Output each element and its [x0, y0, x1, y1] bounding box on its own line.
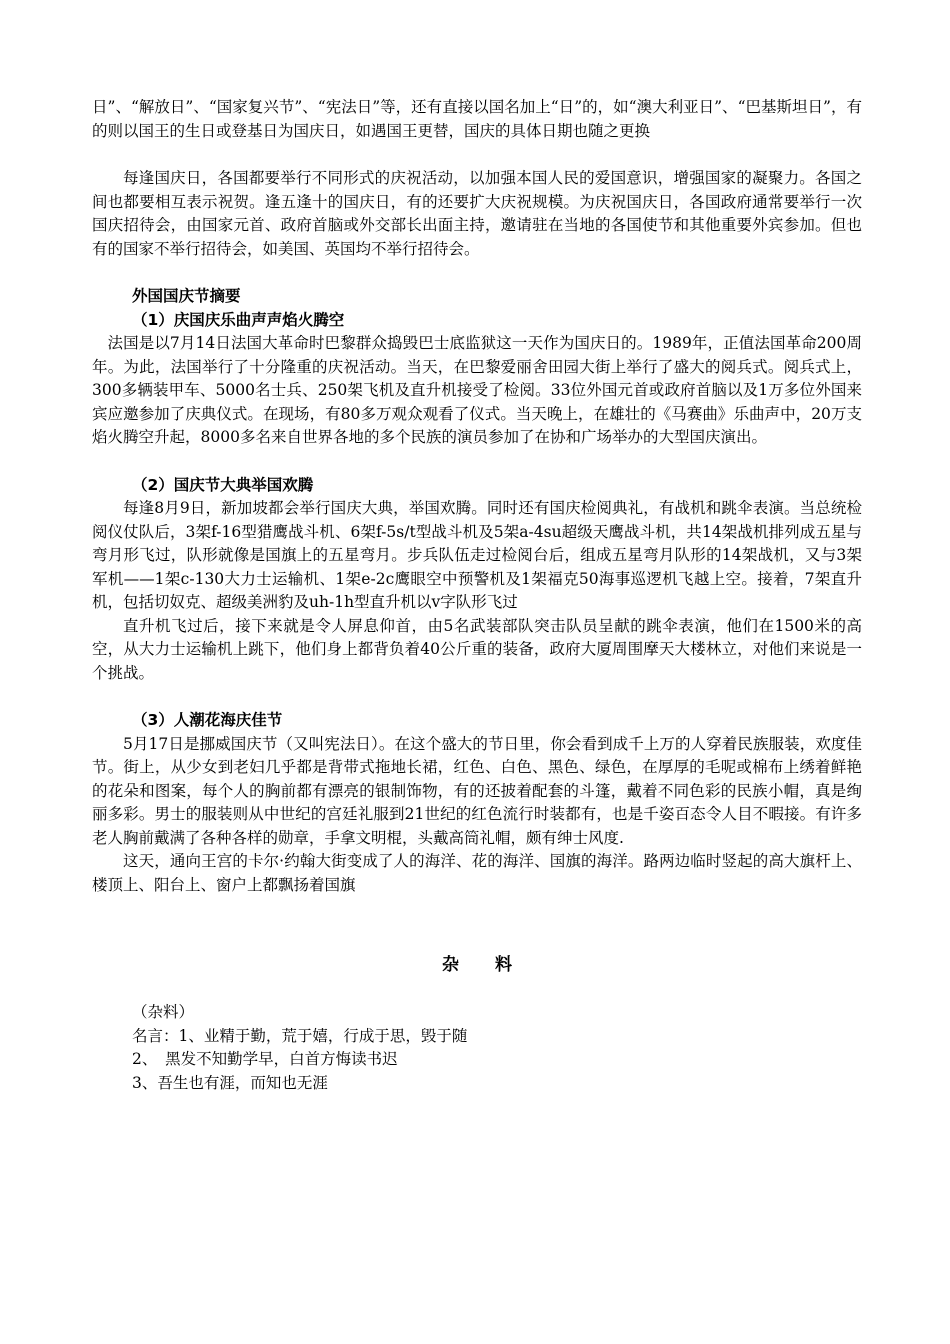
section-3-paragraph-1: 5月17日是挪威国庆节（又叫宪法日）。在这个盛大的节日里，你会看到成千上万的人穿着民族服装，欢度佳节。街上，从少女到老妇几乎都是背带式拖地长裙，红色、白色、黑色、绿色，在厚厚的毛呢或棉布上绣着鲜艳的花朵和图案，每个人的胸前都有漂亮的银制饰物，有的还披着配套的斗篷，戴着不同色彩的民族小帽，真是绚丽多彩。男士的服装则从中世纪的宫廷礼服到21世纪的红色流行时装都有，也是千姿百态令人目不暇接。有许多老人胸前戴满了各种各样的勋章，手拿文明棍，头戴高筒礼帽，颇有绅士风度. — [92, 734, 862, 847]
summary-title: 外国国庆节摘要 — [132, 287, 241, 305]
celebration-paragraph: 每逢国庆日，各国都要举行不同形式的庆祝活动，以加强本国人民的爱国意识，增强国家的凝聚力。各国之间也都要相互表示祝贺。逢五逢十的国庆日，有的还要扩大庆祝规模。为庆祝国庆日，各国政府通常要举行一次国庆招待会，由国家元首、政府首脑或外交部长出面主持，邀请驻在当地的各国使节和其他重要外宾参加。但也有的国家不举行招待会，如美国、英国均不举行招待会。 — [92, 169, 862, 258]
spacer — [92, 261, 862, 285]
section-1-paragraph: 法国是以7月14日法国大革命时巴黎群众捣毁巴士底监狱这一天作为国庆日的。1989年，正值法国革命200周年。为此，法国举行了十分隆重的庆祝活动。当天，在巴黎爱丽舍田园大街上举行了盛大的阅兵式。阅兵式上，300多辆装甲车、5000名士兵、250架飞机及直升机接受了检阅。33位外国元首或政府首脑以及1万多位外国来宾应邀参加了庆典仪式。在现场，有80多万观众观看了仪式。当天晚上，在雄壮的《马赛曲》乐曲声中，20万支焰火腾空升起，8000多名来自世界各地的多个民族的演员参加了在协和广场举办的大型国庆演出。 — [92, 334, 862, 446]
spacer — [92, 143, 862, 167]
misc-line-2: 2、 黑发不知勤学早，白首方悔读书迟 — [132, 1050, 398, 1068]
section-2-paragraph-2: 直升机飞过后，接下来就是令人屏息仰首，由5名武装部队突击队员呈献的跳伞表演，他们在1500米的高空，从大力士运输机上跳下，他们身上都背负着40公斤重的装备，政府大厦周围摩天大楼林立，对他们来说是一个挑战。 — [92, 616, 862, 682]
section-1-heading: （1）庆国庆乐曲声声焰火腾空 — [132, 310, 345, 329]
section-3-paragraph-2: 这天，通向王宫的卡尔·约翰大街变成了人的海洋、花的海洋、国旗的海洋。路两边临时竖起的高大旗杆上、楼顶上、阳台上、窗户上都飘扬着国旗 — [92, 852, 862, 894]
section-2-heading: （2）国庆节大典举国欢腾 — [132, 475, 314, 494]
misc-section — [92, 1001, 862, 1095]
misc-title: 杂 料 — [442, 955, 512, 975]
section-2-paragraph-1: 每逢8月9日，新加坡都会举行国庆大典，举国欢腾。同时还有国庆检阅典礼，有战机和跳伞表演。当总统检阅仪仗队后，3架f-16型猎鹰战斗机、6架f-5s/t型战斗机及5架a-4su超级天鹰战斗机，共14架战机排列成五星与弯月形飞过，队形就像是国旗上的五星弯月。步兵队伍走过检阅台后，组成五星弯月队形的14架战机，又与3架军机——1架c-130大力士运输机、1架e-2c鹰眼空中预警机及1架福克50海事巡逻机飞越上空。接着，7架直升机，包括切奴克、超级美洲豹及uh-1h型直升机以v字队形飞过 — [92, 499, 862, 611]
misc-label: （杂料） — [132, 1003, 195, 1021]
spacer — [92, 685, 862, 709]
spacer — [92, 977, 862, 1001]
section-3-heading: （3）人潮花海庆佳节 — [132, 711, 283, 729]
spacer — [92, 897, 862, 953]
misc-line-3: 3、吾生也有涯，而知也无涯 — [132, 1073, 328, 1092]
intro-paragraph: 日”、“解放日”、“国家复兴节”、“宪法日”等，还有直接以国名加上“日”的，如“澳大利亚日”、“巴基斯坦日”，有的则以国王的生日或登基日为国庆日，如遇国王更替，国庆的具体日期也随之更换 — [92, 98, 862, 140]
spacer — [92, 450, 862, 474]
document-page — [92, 96, 862, 1095]
misc-line-1: 名言：1、业精于勤，荒于嬉，行成于思，毁于随 — [132, 1026, 468, 1045]
